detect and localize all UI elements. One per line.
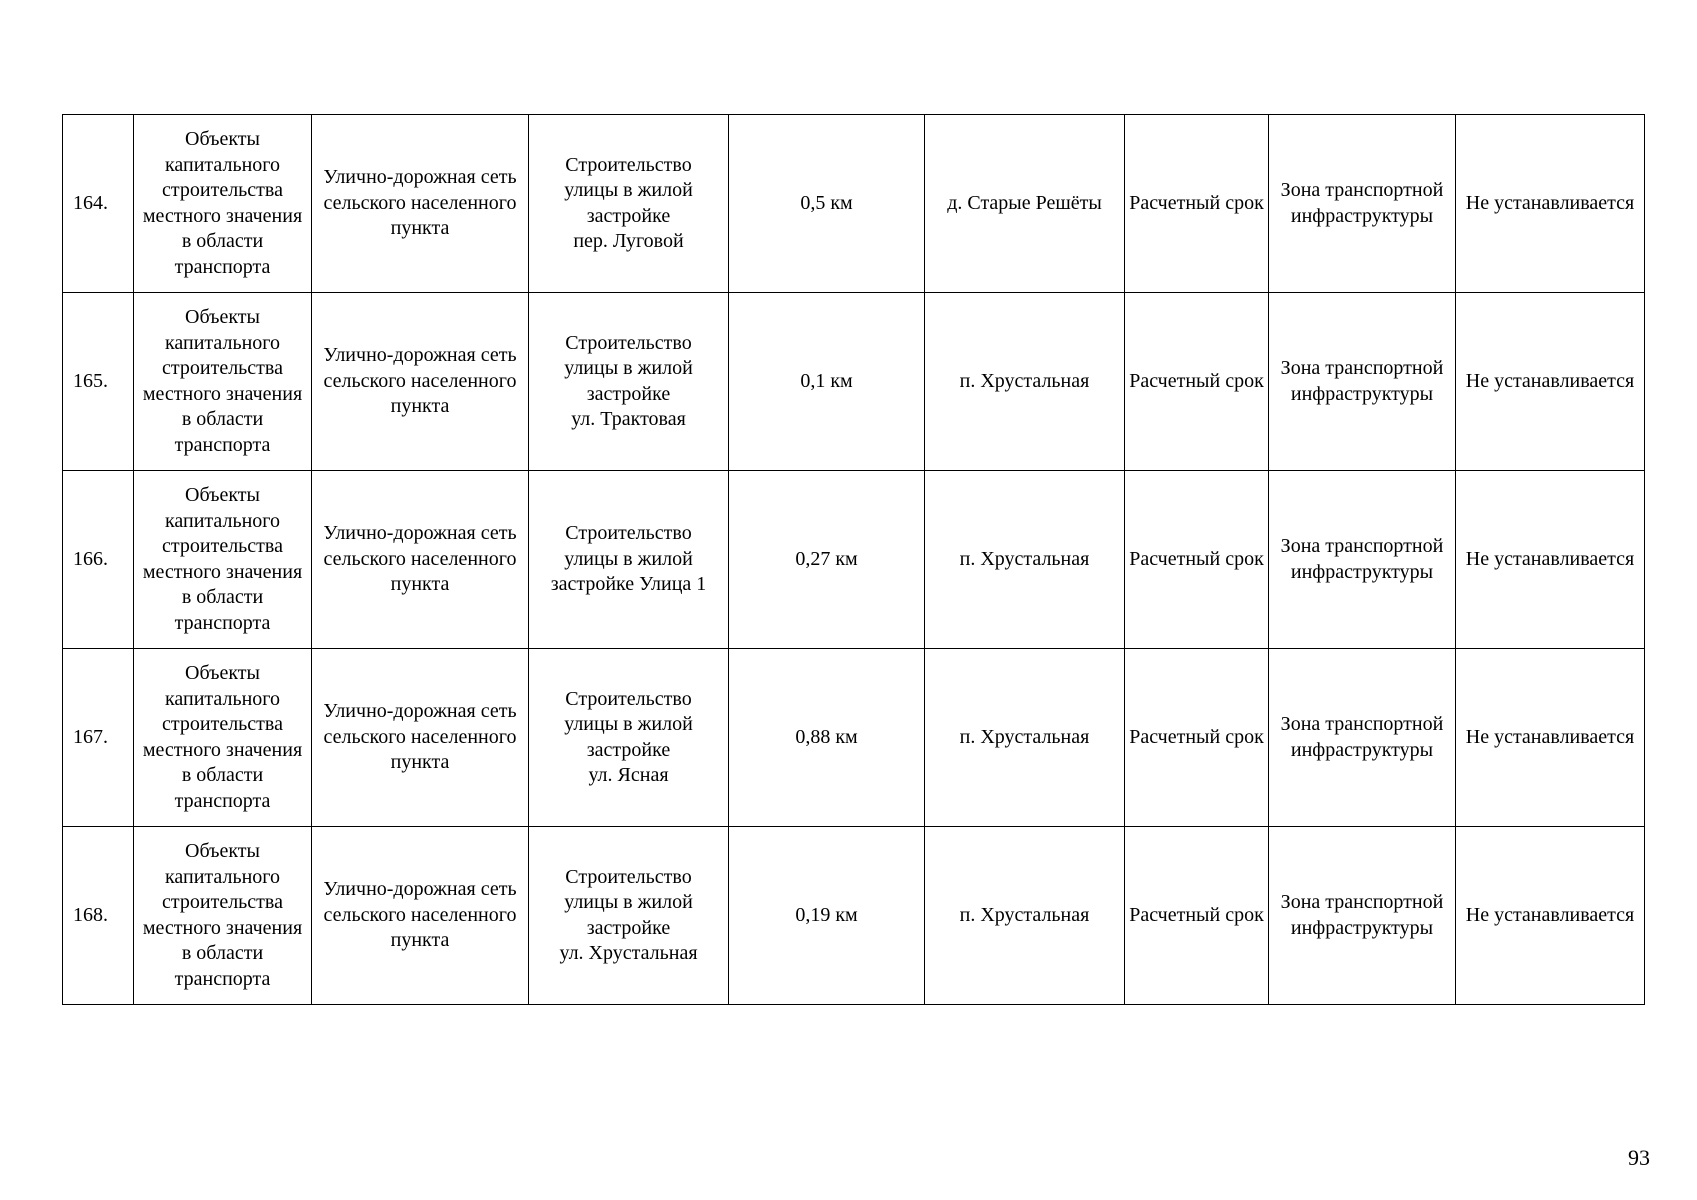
table-body [63, 115, 1645, 1005]
cell-zone: Зона транспортной инфраструктуры [1269, 827, 1456, 1005]
objects-table [62, 114, 1645, 1005]
description-line: Строительство [565, 865, 692, 888]
cell-location: п. Хрустальная [925, 827, 1125, 1005]
cell-category: Объекты капитального строительства местного значения в области транспорта [134, 827, 312, 1005]
cell-length: 0,88 км [729, 649, 925, 827]
cell-description [529, 471, 729, 649]
cell-category: Объекты капитального строительства местного значения в области транспорта [134, 115, 312, 293]
cell-location: п. Хрустальная [925, 649, 1125, 827]
cell-type: Улично-дорожная сеть сельского населенного пункта [312, 293, 529, 471]
description-line: Строительство [565, 687, 692, 710]
table-row [63, 827, 1645, 1005]
cell-location: д. Старые Решёты [925, 115, 1125, 293]
cell-type: Улично-дорожная сеть сельского населенного пункта [312, 649, 529, 827]
cell-description [529, 115, 729, 293]
cell-number: 164. [63, 115, 134, 293]
cell-term: Расчетный срок [1125, 115, 1269, 293]
cell-description [529, 293, 729, 471]
cell-category: Объекты капитального строительства местного значения в области транспорта [134, 471, 312, 649]
cell-location: п. Хрустальная [925, 471, 1125, 649]
cell-zone: Зона транспортной инфраструктуры [1269, 649, 1456, 827]
cell-term: Расчетный срок [1125, 471, 1269, 649]
cell-term: Расчетный срок [1125, 649, 1269, 827]
cell-category: Объекты капитального строительства местного значения в области транспорта [134, 649, 312, 827]
description-line: ул. Хрустальная [559, 942, 698, 964]
description-line: застройке Улица 1 [550, 573, 707, 596]
cell-length: 0,5 км [729, 115, 925, 293]
description-line: улицы в жилой [564, 891, 693, 913]
description-line: улицы в жилой [564, 713, 693, 735]
cell-protection: Не устанавливается [1456, 115, 1645, 293]
page-number: 93 [1628, 1145, 1650, 1170]
cell-protection: Не устанавливается [1456, 471, 1645, 649]
description-line: застройке [586, 204, 671, 227]
cell-number: 167. [63, 649, 134, 827]
description-line: застройке [586, 916, 671, 939]
cell-number: 168. [63, 827, 134, 1005]
cell-type: Улично-дорожная сеть сельского населенного пункта [312, 471, 529, 649]
cell-category: Объекты капитального строительства местного значения в области транспорта [134, 293, 312, 471]
cell-type: Улично-дорожная сеть сельского населенного пункта [312, 115, 529, 293]
description-line: Строительство [565, 331, 692, 354]
cell-number: 166. [63, 471, 134, 649]
description-line: улицы в жилой [564, 357, 693, 379]
table-row [63, 115, 1645, 293]
cell-zone: Зона транспортной инфраструктуры [1269, 115, 1456, 293]
cell-length: 0,1 км [729, 293, 925, 471]
description-line: Строительство [565, 153, 692, 176]
cell-number: 165. [63, 293, 134, 471]
description-line: Строительство [565, 522, 692, 545]
description-line: ул. Ясная [588, 764, 669, 786]
description-line: застройке [586, 738, 671, 761]
description-line: улицы в жилой [564, 179, 693, 201]
cell-zone: Зона транспортной инфраструктуры [1269, 293, 1456, 471]
table-row [63, 471, 1645, 649]
cell-description [529, 649, 729, 827]
cell-description [529, 827, 729, 1005]
cell-type: Улично-дорожная сеть сельского населенного пункта [312, 827, 529, 1005]
cell-term: Расчетный срок [1125, 827, 1269, 1005]
cell-location: п. Хрустальная [925, 293, 1125, 471]
description-line: улицы в жилой [564, 547, 693, 570]
cell-protection: Не устанавливается [1456, 827, 1645, 1005]
table-row [63, 293, 1645, 471]
cell-protection: Не устанавливается [1456, 649, 1645, 827]
cell-protection: Не устанавливается [1456, 293, 1645, 471]
description-line: застройке [586, 382, 671, 405]
cell-zone: Зона транспортной инфраструктуры [1269, 471, 1456, 649]
table-row [63, 649, 1645, 827]
description-line: пер. Луговой [573, 230, 684, 252]
cell-length: 0,27 км [729, 471, 925, 649]
cell-term: Расчетный срок [1125, 293, 1269, 471]
description-line: ул. Трактовая [571, 408, 686, 430]
cell-length: 0,19 км [729, 827, 925, 1005]
